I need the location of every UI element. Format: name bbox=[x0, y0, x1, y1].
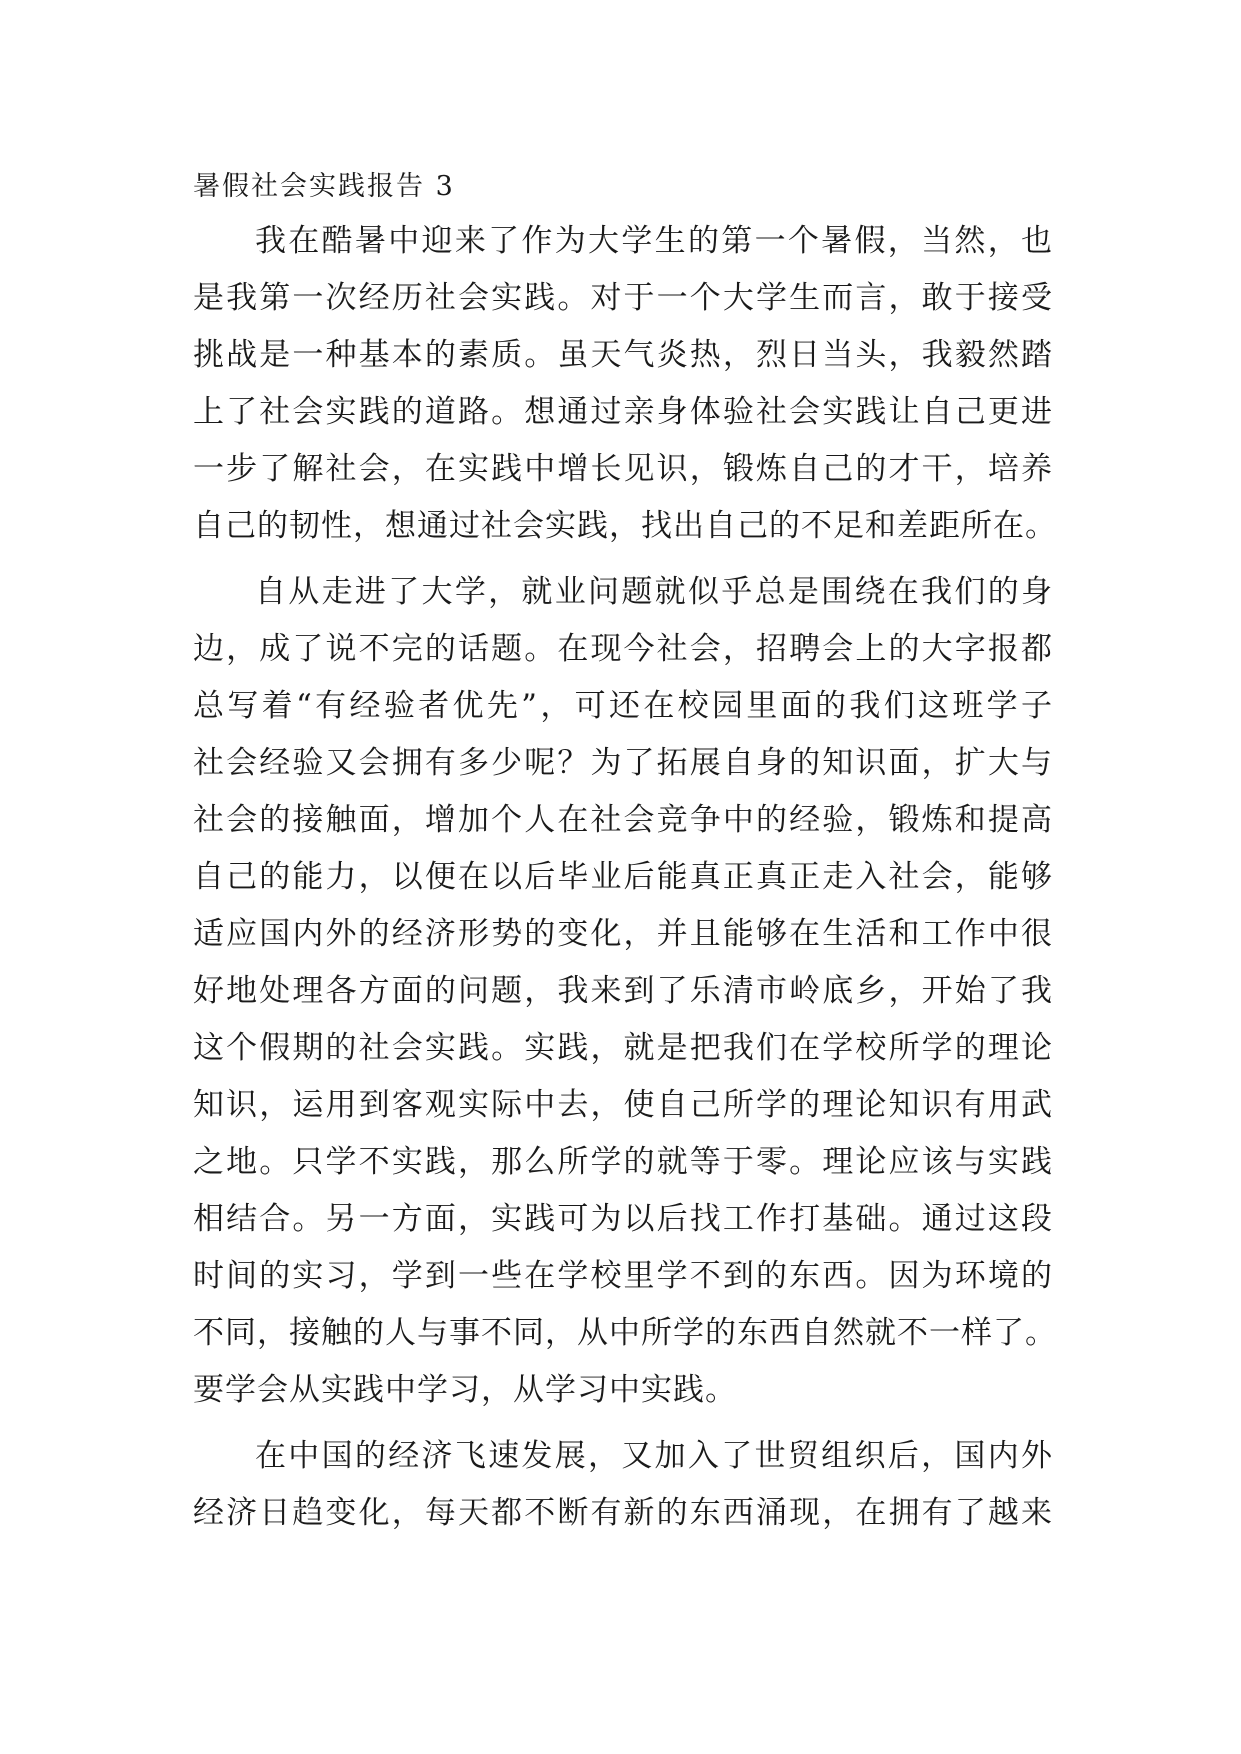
paragraph-line: 时间的实习，学到一些在学校里学不到的东西。因为环境的 bbox=[193, 1258, 1053, 1294]
paragraph-line: 我在酷暑中迎来了作为大学生的第一个暑假，当然，也 bbox=[255, 223, 1053, 259]
paragraph-line: 社会的接触面，增加个人在社会竞争中的经验，锻炼和提高 bbox=[193, 802, 1053, 838]
paragraph-line: 适应国内外的经济形势的变化，并且能够在生活和工作中很 bbox=[193, 916, 1053, 952]
paragraph-line: 经济日趋变化，每天都不断有新的东西涌现，在拥有了越来 bbox=[193, 1495, 1053, 1531]
paragraph-line: 自己的能力，以便在以后毕业后能真正真正走入社会，能够 bbox=[193, 859, 1053, 895]
paragraph-3 bbox=[193, 1428, 1053, 1542]
paragraph-line: 好地处理各方面的问题，我来到了乐清市岭底乡，开始了我 bbox=[193, 973, 1053, 1009]
paragraph-1 bbox=[193, 213, 1057, 555]
document-title: 暑假社会实践报告 3 bbox=[193, 171, 455, 202]
paragraph-line: 要学会从实践中学习，从学习中实践。 bbox=[193, 1372, 737, 1408]
paragraph-line: 在中国的经济飞速发展，又加入了世贸组织后，国内外 bbox=[255, 1438, 1053, 1474]
paragraph-line: 上了社会实践的道路。想通过亲身体验社会实践让自己更进 bbox=[193, 394, 1053, 430]
paragraph-line: 之地。只学不实践，那么所学的就等于零。理论应该与实践 bbox=[193, 1144, 1053, 1180]
paragraph-line: 是我第一次经历社会实践。对于一个大学生而言，敢于接受 bbox=[193, 280, 1053, 316]
paragraph-line: 不同，接触的人与事不同，从中所学的东西自然就不一样了。 bbox=[193, 1315, 1057, 1351]
paragraph-line: 边，成了说不完的话题。在现今社会，招聘会上的大字报都 bbox=[193, 631, 1053, 667]
paragraph-line: 相结合。另一方面，实践可为以后找工作打基础。通过这段 bbox=[193, 1201, 1053, 1237]
paragraph-line: 一步了解社会，在实践中增长见识，锻炼自己的才干，培养 bbox=[193, 451, 1053, 487]
paragraph-line: 总写着“有经验者优先”，可还在校园里面的我们这班学子 bbox=[193, 688, 1053, 724]
paragraph-line: 自己的韧性，想通过社会实践，找出自己的不足和差距所在。 bbox=[193, 508, 1057, 544]
paragraph-line: 挑战是一种基本的素质。虽天气炎热，烈日当头，我毅然踏 bbox=[193, 337, 1053, 373]
paragraph-line: 知识，运用到客观实际中去，使自己所学的理论知识有用武 bbox=[193, 1087, 1053, 1123]
paragraph-2 bbox=[193, 564, 1057, 1419]
document-body bbox=[193, 213, 1057, 1551]
paragraph-line: 自从走进了大学，就业问题就似乎总是围绕在我们的身 bbox=[255, 574, 1053, 610]
paragraph-line: 这个假期的社会实践。实践，就是把我们在学校所学的理论 bbox=[193, 1030, 1053, 1066]
paragraph-line: 社会经验又会拥有多少呢？为了拓展自身的知识面，扩大与 bbox=[193, 745, 1053, 781]
